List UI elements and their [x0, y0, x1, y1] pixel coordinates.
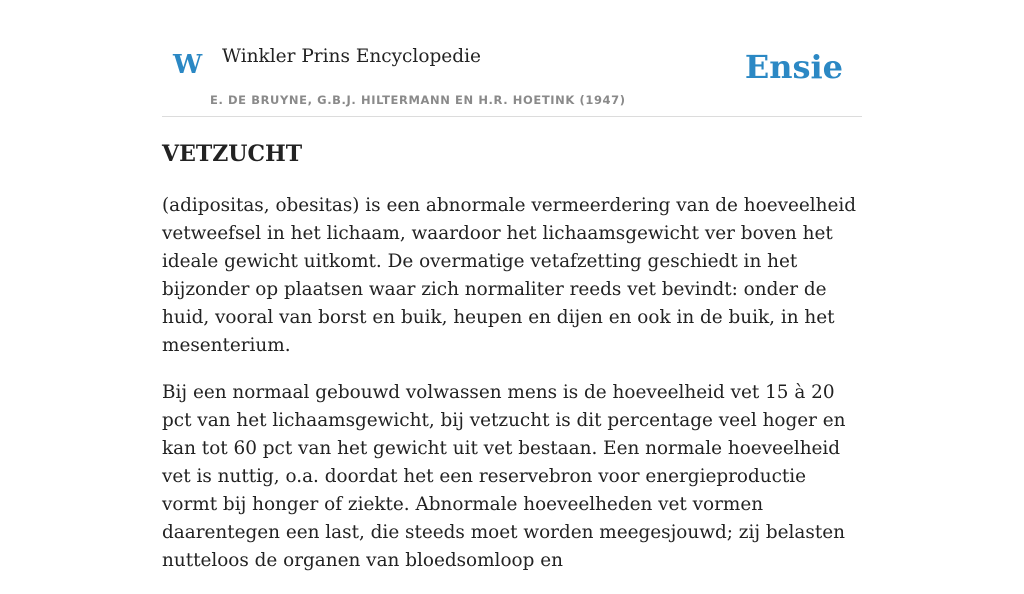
winkler-prins-logo[interactable]: W — [173, 50, 203, 80]
site-header — [162, 0, 862, 117]
entry-title: VETZUCHT — [162, 141, 303, 167]
publication-title[interactable]: Winkler Prins Encyclopedie — [222, 46, 481, 67]
entry-content — [162, 192, 866, 594]
publication-authors: E. DE BRUYNE, G.B.J. HILTERMANN EN H.R. HOETINK (1947) — [210, 93, 626, 107]
entry-paragraph: Bij een normaal gebouwd volwassen mens is de hoeveelheid vet 15 à 20 pct van het lichaamsgewicht, bij vetzucht is dit percentage veel hoger en kan tot 60 pct van het gewicht uit vet bestaan. Een normale hoeveelheid vet is nuttig, o.a. doordat het een reservebron voor energieproductie vormt bij honger of ziekte. Abnormale hoeveelheden vet vormen daarentegen een last, die steeds moet worden meegesjouwd; zij belasten nutteloos de organen van bloedsomloop en — [162, 382, 846, 571]
ensie-logo[interactable]: Ensie — [744, 48, 843, 86]
entry-paragraph: (adipositas, obesitas) is een abnormale vermeerdering van de hoeveelheid vetweefsel in het lichaam, waardoor het lichaamsgewicht ver boven het ideale gewicht uitkomt. De overmatige vetafzetting geschiedt in het bijzonder op plaatsen waar zich normaliter reeds vet bevindt: onder de huid, vooral van borst en buik, heupen en dijen en ook in de buik, in het mesenterium. — [162, 195, 857, 356]
